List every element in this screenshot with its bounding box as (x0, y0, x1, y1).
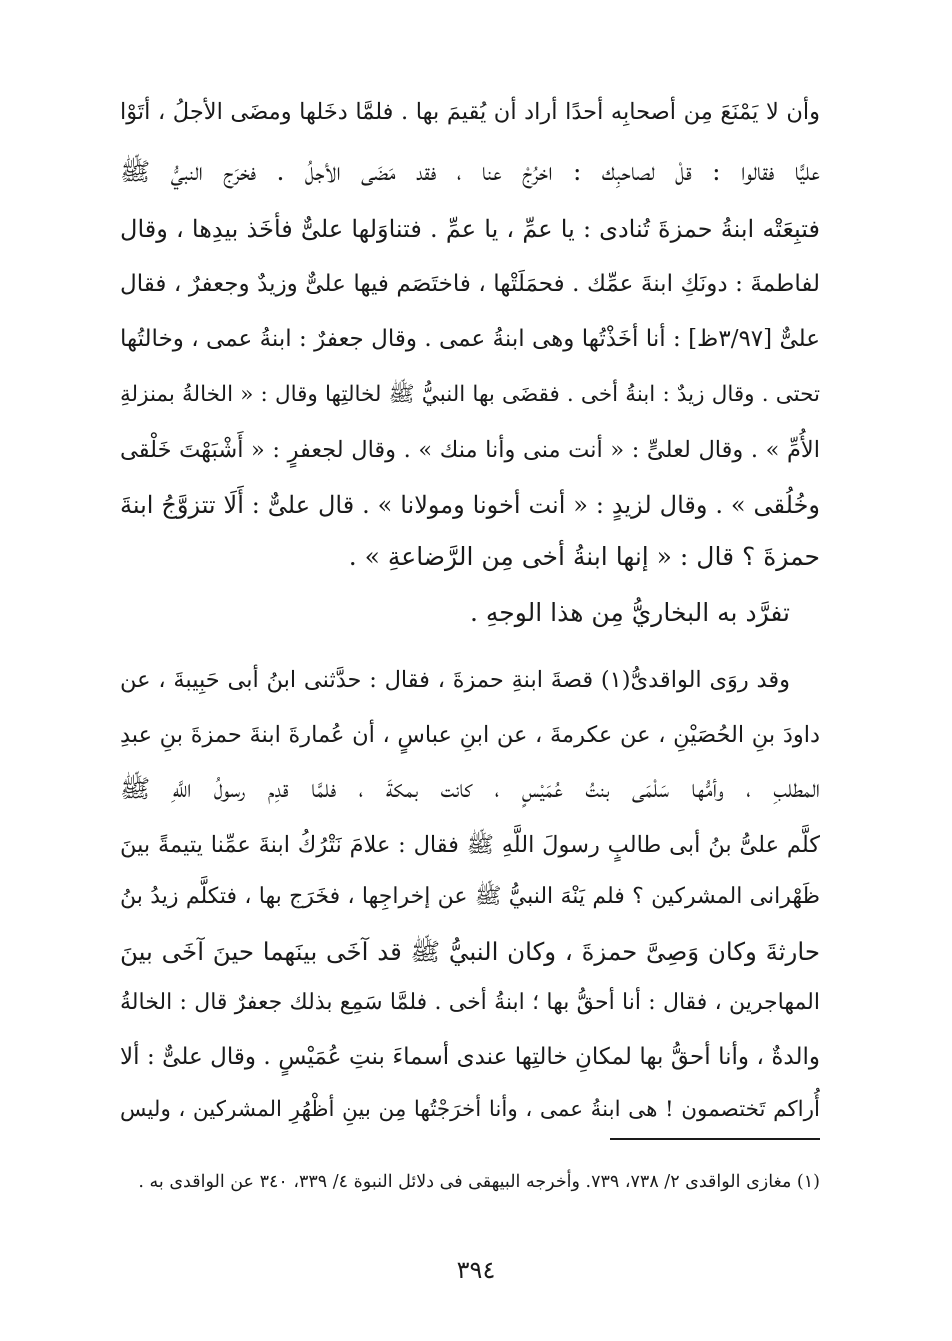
text-line: حمزةَ ؟ قال : « إنها ابنةُ أخى مِن الرَّضاعةِ » . (348, 542, 820, 571)
text-line: وخُلُقى » . وقال لزيدٍ : « أنت أخونا ومولانا » . قال علىٌّ : أَلَا تتزوَّجُ ابنةَ (120, 491, 820, 519)
text-line: أُراكم تَختصمون ! هى ابنةُ عمى ، وأنا أخرَجْتُها مِن بينِ أظْهُرِ المشركين ، وليس (120, 1097, 820, 1122)
text-line: داودَ بنِ الحُصَيْنِ ، عن عكرمةَ ، عن ابنِ عباسٍ ، أن عُمارةَ ابنةَ حمزةَ بنِ عبدِ (120, 722, 820, 748)
text-line: وقد روَى الواقدىُّ(١) قصةَ ابنةِ حمزةَ ، فقال : حدَّثنى ابنُ أبى حَبِيبةَ ، عن (120, 667, 790, 693)
text-line: والدةٌ ، وأنا أحقُّ بها لمكانِ خالتِها عندى أسماءَ بنتِ عُمَيْسٍ . وقال علىٌّ : ألا (120, 1044, 820, 1070)
text-line: وأن لا يَمْنَعَ مِن أصحابِه أحدًا أراد أن يُقيمَ بها . فلمَّا دخَلها ومضَى الأجلُ ، أتَوْا (120, 99, 820, 125)
text-line: الأُمِّ » . وقال لعلىٍّ : « أنت منى وأنا منك » . وقال لجعفرٍ : « أَشْبَهْتَ خَلْقى (120, 437, 820, 463)
text-line: لفاطمةَ : دونَكِ ابنةَ عمِّك . فحمَلَتْها ، فاختَصَم فيها علىٌّ وزيدٌ وجعفرٌ ، فقال (120, 271, 820, 297)
text-line: عليًّا فقالوا : قلْ لصاحبِك : اخرُجْ عنا ، فقد مَضَى الأجلُ . فخرَج النبيُّ ﷺ (120, 157, 820, 186)
text-line: حارثةَ وكان وَصِىَّ حمزةَ ، وكان النبيُّ ﷺ قد آخَى بينَهما حينَ آخَى بينَ (120, 937, 820, 966)
footnote: (١) مغازى الواقدى ٢/ ٧٣٨، ٧٣٩. وأخرجه البيهقى فى دلائل النبوة ٤/ ٣٣٩، ٣٤٠ عن الواقدى به . (138, 1172, 820, 1192)
text-line: ظَهْرانى المشركين ؟ فلم يَنْهَ النبيُّ ﷺ عن إخراجِها ، فخَرَج بها ، فتكلَّم زيدُ بنُ (120, 884, 820, 909)
text-line: تفرَّد به البخاريُّ مِن هذا الوجهِ . (469, 598, 790, 627)
footnote-divider (610, 1138, 820, 1140)
page-number: ٣٩٤ (456, 1256, 496, 1284)
text-line: علىٌّ [٣/٩٧ظ] : أنا أخَذْتُها وهى ابنةُ عمى . وقال جعفرٌ : ابنةُ عمى ، وخالتُها (120, 326, 820, 352)
text-line: تحتى . وقال زيدٌ : ابنةُ أخى . فقضَى بها النبيُّ ﷺ لخالتِها وقال : « الخالةُ بمنزلةِ (120, 382, 820, 407)
text-line: كلَّم علىُّ بنُ أبى طالبٍ رسولَ اللَّهِ ﷺ فقال : علامَ نَتْرُكُ ابنةَ عمِّنا يتيمةً بينَ (120, 832, 820, 858)
text-line: فتبِعَتْه ابنةُ حمزةَ تُنادى : يا عمِّ ، يا عمِّ . فتناوَلها علىٌّ فأخَذ بيدِها ، وقال (120, 215, 820, 243)
text-line: المطلبِ ، وأمُّها سَلْمَى بنتُ عُمَيْسٍ ، كانت بمكةَ ، فلمَّا قدِم رسولُ اللَّهِ ﷺ (120, 774, 820, 803)
text-line: المهاجرين ، فقال : أنا أحقُّ بها ؛ ابنةُ أخى . فلمَّا سَمِع بذلك جعفرٌ قال : الخالةُ (120, 990, 820, 1015)
